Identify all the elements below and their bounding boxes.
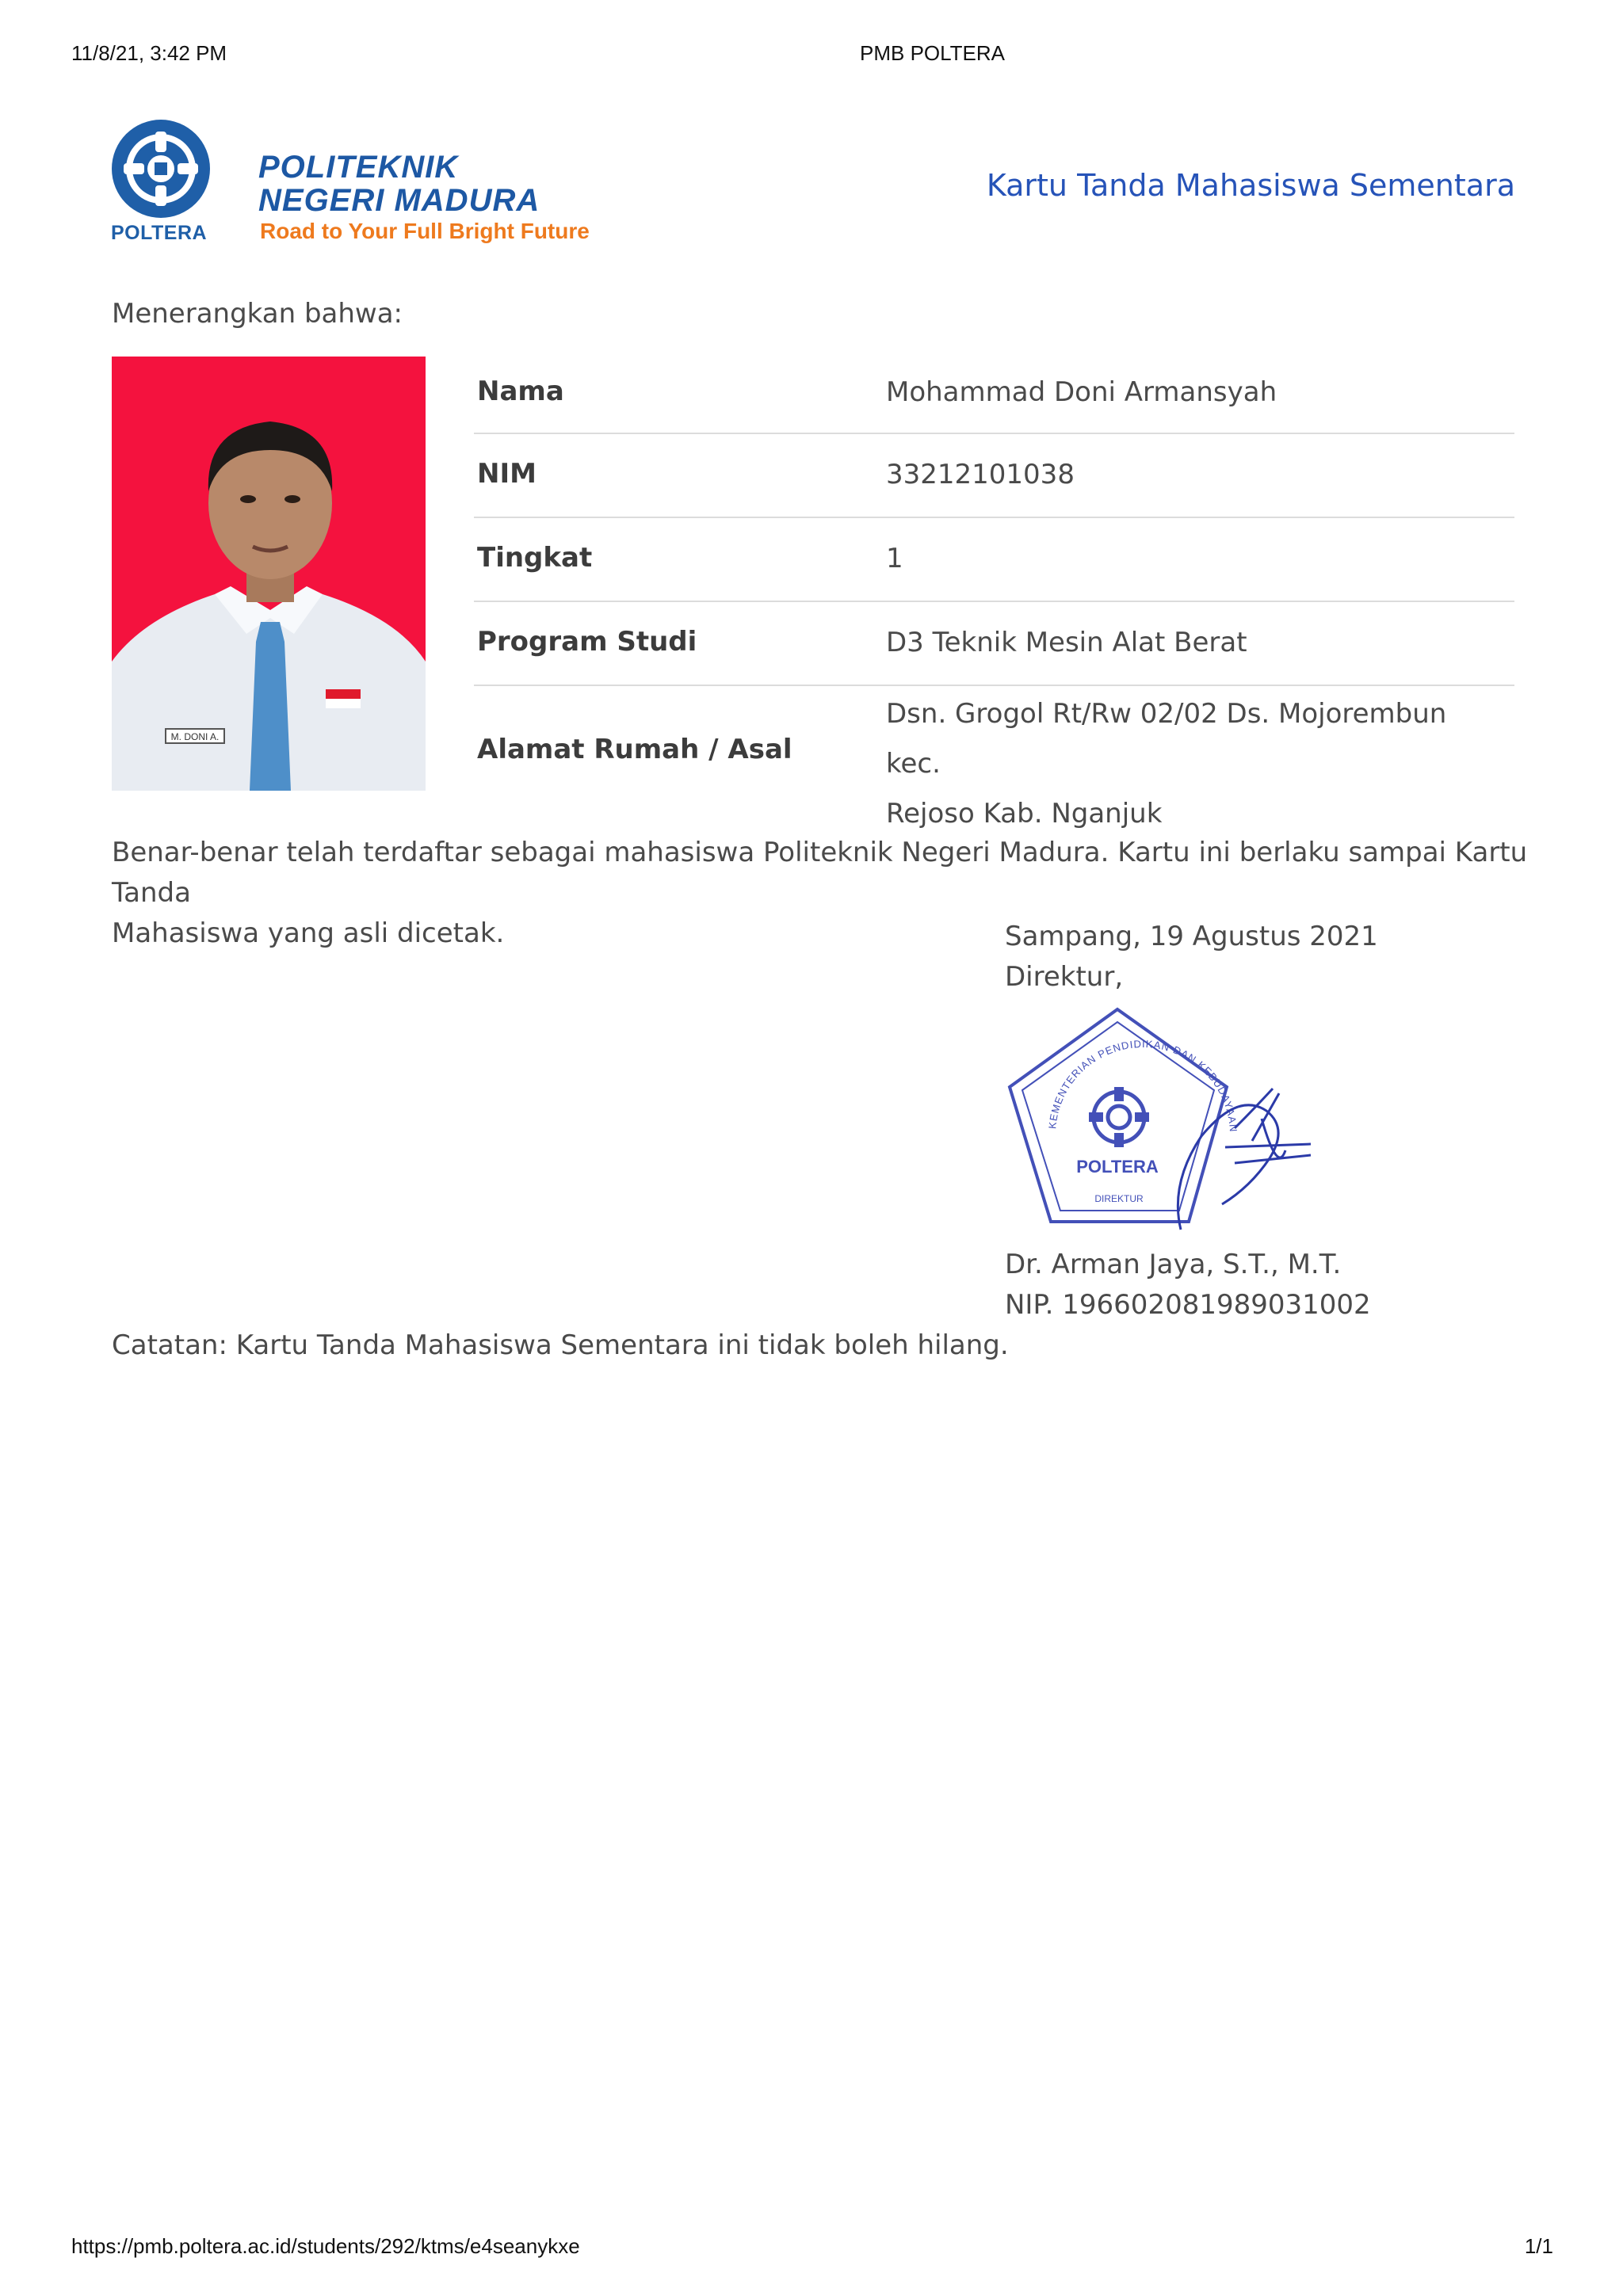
print-page-title: PMB POLTERA xyxy=(860,41,1006,65)
sign-role: Direktur, xyxy=(1005,961,1124,993)
print-datetime: 11/8/21, 3:42 PM xyxy=(71,41,227,65)
logo-name-line2: NEGERI MADURA xyxy=(258,183,540,218)
print-footer xyxy=(0,2234,1623,2260)
table-row-nim xyxy=(474,434,1514,518)
logo-abbreviation: POLTERA xyxy=(111,222,208,244)
document-title: Kartu Tanda Mahasiswa Sementara xyxy=(986,168,1515,203)
stamp-center-text: POLTERA xyxy=(1076,1157,1159,1177)
print-page-number: 1/1 xyxy=(1524,2234,1553,2258)
field-label: Nama xyxy=(477,376,564,407)
signature-block xyxy=(1005,917,1512,997)
logo-name-line1: POLITEKNIK xyxy=(258,150,459,185)
stamp-arc-text: KEMENTERIAN PENDIDIKAN DAN KEBUDAYAAN xyxy=(1046,1037,1240,1133)
stamp-bottom-text: DIREKTUR xyxy=(1094,1193,1144,1204)
field-label: Tingkat xyxy=(477,542,593,574)
logo-tagline: Road to Your Full Bright Future xyxy=(260,219,590,243)
sign-place-date: Sampang, 19 Agustus 2021 xyxy=(1005,921,1378,952)
field-label: Program Studi xyxy=(477,626,697,658)
field-value-nama: Mohammad Doni Armansyah xyxy=(886,376,1277,408)
table-row-alamat xyxy=(474,686,1514,830)
intro-text: Menerangkan bahwa: xyxy=(112,298,403,330)
field-value-alamat xyxy=(886,689,1499,839)
note-text: Catatan: Kartu Tanda Mahasiswa Sementara ini tidak boleh hilang. xyxy=(112,1329,1009,1361)
field-label: NIM xyxy=(477,458,537,490)
poltera-emblem-icon xyxy=(109,117,212,220)
official-stamp-and-signature xyxy=(1000,1000,1333,1238)
table-row-tingkat xyxy=(474,518,1514,602)
table-row-program-studi xyxy=(474,602,1514,686)
logo-institution-name xyxy=(258,151,540,217)
student-portrait-illustration xyxy=(112,357,426,791)
photo-name-tag: M. DONI A. xyxy=(170,731,220,742)
alamat-line1: Dsn. Grogol Rt/Rw 02/02 Ds. Mojorembun kec. xyxy=(886,698,1447,780)
statement-line2: Mahasiswa yang asli dicetak. xyxy=(112,917,505,949)
field-value-nim: 33212101038 xyxy=(886,459,1075,490)
poltera-logo xyxy=(109,117,617,252)
student-photo xyxy=(112,357,426,791)
table-row-nama xyxy=(474,352,1514,434)
field-value-tingkat: 1 xyxy=(886,543,903,574)
field-label: Alamat Rumah / Asal xyxy=(477,734,792,765)
field-value-program-studi: D3 Teknik Mesin Alat Berat xyxy=(886,627,1247,658)
student-info-table xyxy=(474,352,1514,830)
signatory-name: Dr. Arman Jaya, S.T., M.T. xyxy=(1005,1249,1342,1280)
alamat-line2: Rejoso Kab. Nganjuk xyxy=(886,798,1163,830)
print-url: https://pmb.poltera.ac.id/students/292/ktms/e4seanykxe xyxy=(71,2234,580,2258)
statement-line1: Benar-benar telah terdaftar sebagai mahasiswa Politeknik Negeri Madura. Kartu ini berlaku sampai Kartu Tanda xyxy=(112,837,1528,909)
signatory-nip: NIP. 196602081989031002 xyxy=(1005,1289,1371,1321)
